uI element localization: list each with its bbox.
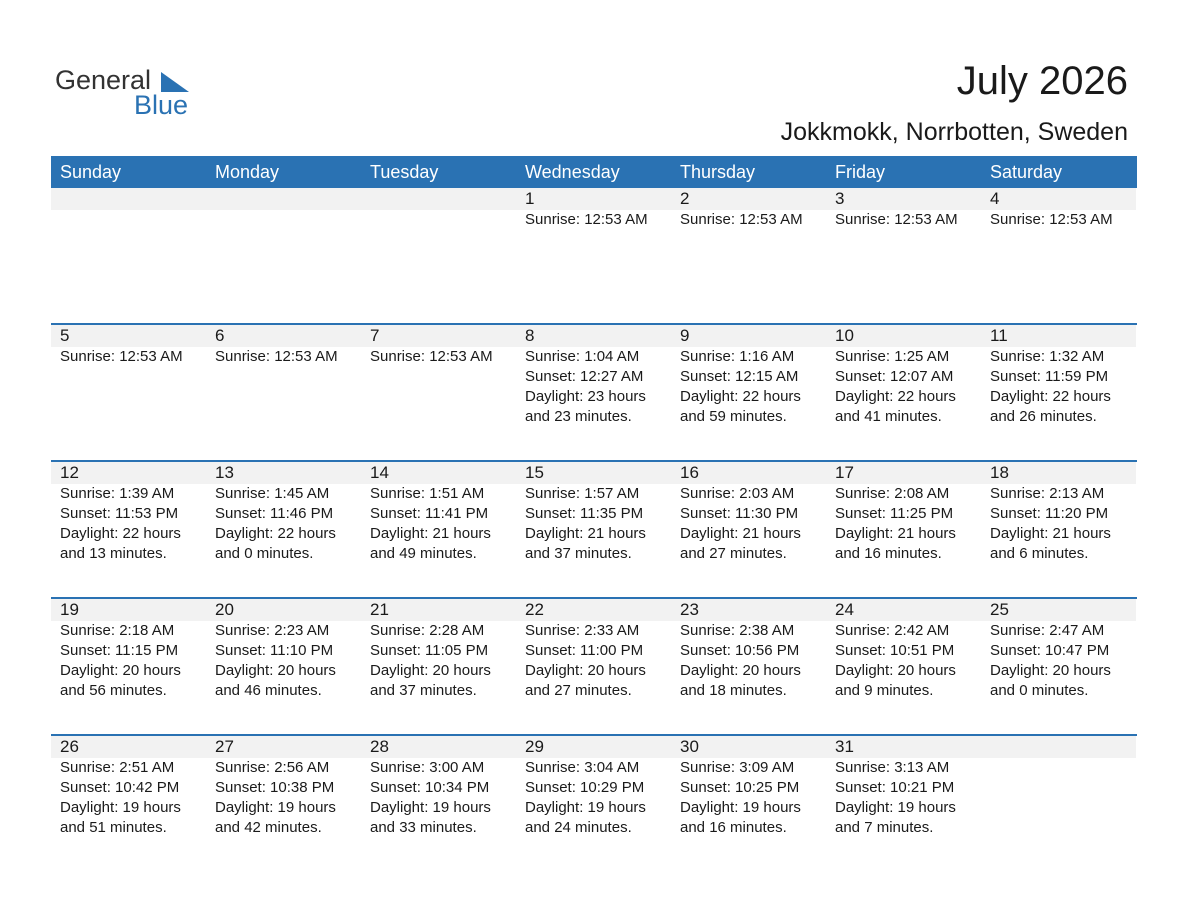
day-number-band — [51, 736, 206, 758]
day-info-line: Sunset: 11:41 PM — [370, 505, 489, 522]
day-cell — [361, 599, 516, 710]
day-number-band — [516, 462, 671, 484]
page-title: July 2026 — [956, 59, 1128, 103]
day-number: 6 — [215, 326, 225, 345]
weekday-thursday: Thursday — [680, 162, 756, 182]
weekday-wednesday: Wednesday — [525, 162, 620, 182]
day-number-band — [361, 462, 516, 484]
day-info-line: Sunrise: 1:45 AM — [215, 485, 330, 502]
day-info-line: Sunset: 10:21 PM — [835, 779, 955, 796]
day-info-line: and 0 minutes. — [990, 682, 1089, 699]
day-info-line: Sunrise: 2:18 AM — [60, 622, 175, 639]
day-cell — [981, 599, 1136, 710]
day-cell — [516, 325, 671, 436]
day-info-line: Sunset: 11:53 PM — [60, 505, 179, 522]
day-cell — [206, 736, 361, 847]
day-info-line: Sunrise: 2:47 AM — [990, 622, 1105, 639]
day-info-line: Sunrise: 12:53 AM — [370, 348, 493, 365]
day-number: 20 — [215, 600, 234, 619]
day-info-line: Sunset: 11:46 PM — [215, 505, 334, 522]
day-info-line: Sunrise: 12:53 AM — [680, 211, 803, 228]
day-info-line: Sunrise: 1:04 AM — [525, 348, 640, 365]
day-number-band — [826, 188, 981, 210]
day-number-band — [981, 599, 1136, 621]
day-info-line: and 37 minutes. — [370, 682, 477, 699]
day-info-line: and 59 minutes. — [680, 408, 787, 425]
logo-word-general: General — [55, 65, 152, 95]
day-number: 21 — [370, 600, 389, 619]
day-number: 1 — [525, 189, 535, 208]
day-info-line: Sunset: 10:47 PM — [990, 642, 1110, 659]
day-number: 29 — [525, 737, 544, 756]
day-cell — [671, 462, 826, 573]
day-number: 12 — [60, 463, 79, 482]
calendar-week-row — [51, 460, 1137, 573]
day-info-line: Sunset: 11:35 PM — [525, 505, 644, 522]
day-info-line: Sunrise: 12:53 AM — [990, 211, 1113, 228]
day-info-line: and 27 minutes. — [680, 545, 787, 562]
calendar-week-row — [51, 734, 1137, 847]
empty-day-cell — [981, 736, 1136, 847]
day-number-band — [361, 188, 516, 210]
day-info-line: Daylight: 22 hours — [680, 388, 801, 405]
day-info-line: Daylight: 20 hours — [990, 662, 1111, 679]
day-cell — [981, 188, 1136, 299]
weekday-tuesday: Tuesday — [370, 162, 439, 182]
day-number: 2 — [680, 189, 690, 208]
day-info-line: Sunset: 10:29 PM — [525, 779, 645, 796]
calendar-week-row — [51, 323, 1137, 436]
day-info-line: Daylight: 19 hours — [680, 799, 801, 816]
day-info-line: Sunrise: 2:42 AM — [835, 622, 950, 639]
empty-day-cell — [361, 188, 516, 299]
day-number: 5 — [60, 326, 70, 345]
day-number: 25 — [990, 600, 1009, 619]
day-cell — [826, 462, 981, 573]
day-number-band — [361, 599, 516, 621]
day-info-line: Sunrise: 12:53 AM — [215, 348, 338, 365]
day-number: 18 — [990, 463, 1009, 482]
day-info-line: and 9 minutes. — [835, 682, 934, 699]
day-number: 3 — [835, 189, 845, 208]
day-number-band — [51, 325, 206, 347]
day-number: 4 — [990, 189, 1000, 208]
day-info-line: Sunrise: 1:57 AM — [525, 485, 640, 502]
day-number-band — [516, 325, 671, 347]
day-number-band — [826, 736, 981, 758]
day-number: 30 — [680, 737, 699, 756]
day-info-line: Sunrise: 2:13 AM — [990, 485, 1105, 502]
day-number-band — [51, 599, 206, 621]
day-info-line: Daylight: 22 hours — [990, 388, 1111, 405]
day-info-line: Daylight: 21 hours — [990, 525, 1111, 542]
weekday-saturday: Saturday — [990, 162, 1063, 182]
day-info-line: Daylight: 21 hours — [680, 525, 801, 542]
day-info-line: Daylight: 21 hours — [525, 525, 646, 542]
day-info-line: Sunset: 12:27 AM — [525, 368, 644, 385]
calendar-weeks — [51, 188, 1137, 847]
calendar-week-row — [51, 597, 1137, 710]
day-number-band — [981, 736, 1136, 758]
day-cell — [671, 736, 826, 847]
day-number: 23 — [680, 600, 699, 619]
day-info-line: Daylight: 19 hours — [215, 799, 336, 816]
day-info-line: Sunrise: 1:51 AM — [370, 485, 485, 502]
day-number: 28 — [370, 737, 389, 756]
day-number-band — [516, 599, 671, 621]
day-info-line: Sunrise: 2:51 AM — [60, 759, 175, 776]
day-cell — [361, 325, 516, 436]
day-info-line: Daylight: 20 hours — [215, 662, 336, 679]
day-number: 17 — [835, 463, 854, 482]
day-info-line: Daylight: 23 hours — [525, 388, 646, 405]
day-info-line: and 24 minutes. — [525, 819, 632, 836]
day-number-band — [361, 736, 516, 758]
day-number: 11 — [990, 326, 1008, 345]
day-number: 15 — [525, 463, 544, 482]
weekday-header — [51, 156, 1137, 188]
day-info-line: Daylight: 19 hours — [835, 799, 956, 816]
day-info-line: Daylight: 19 hours — [370, 799, 491, 816]
day-info-line: Sunrise: 12:53 AM — [525, 211, 648, 228]
day-cell — [516, 462, 671, 573]
day-cell — [516, 599, 671, 710]
day-info-line: Sunrise: 2:23 AM — [215, 622, 330, 639]
day-info-line: Sunrise: 2:38 AM — [680, 622, 795, 639]
day-info-line: and 46 minutes. — [215, 682, 322, 699]
calendar — [51, 156, 1137, 847]
day-info-line: Sunset: 11:05 PM — [370, 642, 489, 659]
day-info-line: Sunset: 10:56 PM — [680, 642, 800, 659]
empty-day-cell — [206, 188, 361, 299]
day-number: 24 — [835, 600, 854, 619]
day-info-line: and 51 minutes. — [60, 819, 167, 836]
day-number: 9 — [680, 326, 690, 345]
day-info-line: and 23 minutes. — [525, 408, 632, 425]
day-cell — [516, 188, 671, 299]
day-number: 31 — [835, 737, 854, 756]
day-cell — [826, 325, 981, 436]
day-cell — [361, 462, 516, 573]
day-cell — [361, 736, 516, 847]
calendar-week-row — [51, 188, 1137, 299]
day-info-line: Daylight: 19 hours — [60, 799, 181, 816]
day-info-line: Sunset: 11:20 PM — [990, 505, 1109, 522]
weekday-sunday: Sunday — [60, 162, 122, 182]
day-info-line: Sunset: 11:10 PM — [215, 642, 334, 659]
day-info-line: Sunrise: 2:33 AM — [525, 622, 640, 639]
day-number-band — [671, 599, 826, 621]
logo — [55, 64, 215, 124]
day-info-line: Sunrise: 2:28 AM — [370, 622, 485, 639]
day-number-band — [206, 599, 361, 621]
day-info-line: and 41 minutes. — [835, 408, 942, 425]
day-info-line: Daylight: 21 hours — [835, 525, 956, 542]
day-info-line: Sunset: 10:25 PM — [680, 779, 800, 796]
day-info-line: Sunrise: 3:04 AM — [525, 759, 640, 776]
day-cell — [51, 462, 206, 573]
day-info-line: and 26 minutes. — [990, 408, 1097, 425]
day-cell — [981, 325, 1136, 436]
day-info-line: Daylight: 22 hours — [215, 525, 336, 542]
day-number-band — [826, 325, 981, 347]
day-number-band — [51, 188, 206, 210]
day-number: 22 — [525, 600, 544, 619]
day-info-line: Daylight: 20 hours — [60, 662, 181, 679]
day-number-band — [981, 188, 1136, 210]
day-number: 8 — [525, 326, 535, 345]
day-number-band — [826, 462, 981, 484]
day-info-line: Sunrise: 1:39 AM — [60, 485, 175, 502]
day-info-line: Daylight: 20 hours — [835, 662, 956, 679]
day-info-line: Sunset: 11:00 PM — [525, 642, 644, 659]
day-info-line: and 7 minutes. — [835, 819, 934, 836]
day-number: 27 — [215, 737, 234, 756]
logo-word-blue: Blue — [134, 90, 189, 120]
day-info-line: Sunrise: 1:32 AM — [990, 348, 1105, 365]
day-info-line: Daylight: 20 hours — [525, 662, 646, 679]
day-info-line: and 18 minutes. — [680, 682, 787, 699]
day-number: 7 — [370, 326, 380, 345]
empty-day-cell — [51, 188, 206, 299]
day-number: 13 — [215, 463, 234, 482]
day-info-line: and 16 minutes. — [680, 819, 787, 836]
day-number-band — [206, 736, 361, 758]
day-info-line: Daylight: 20 hours — [680, 662, 801, 679]
day-info-line: Sunrise: 3:13 AM — [835, 759, 950, 776]
day-cell — [826, 599, 981, 710]
day-number-band — [516, 736, 671, 758]
day-info-line: Sunrise: 1:16 AM — [680, 348, 795, 365]
day-cell — [51, 736, 206, 847]
day-cell — [671, 325, 826, 436]
day-number-band — [671, 188, 826, 210]
day-info-line: Sunrise: 1:25 AM — [835, 348, 950, 365]
day-info-line: Sunset: 10:38 PM — [215, 779, 335, 796]
day-cell — [826, 188, 981, 299]
day-cell — [826, 736, 981, 847]
day-info-line: Sunrise: 2:56 AM — [215, 759, 330, 776]
day-info-line: Sunrise: 2:08 AM — [835, 485, 950, 502]
day-info-line: and 33 minutes. — [370, 819, 477, 836]
day-info-line: Sunset: 10:34 PM — [370, 779, 490, 796]
day-number: 14 — [370, 463, 389, 482]
weekday-friday: Friday — [835, 162, 886, 182]
day-number-band — [206, 462, 361, 484]
day-info-line: Sunset: 12:07 AM — [835, 368, 954, 385]
day-info-line: Daylight: 19 hours — [525, 799, 646, 816]
day-cell — [981, 462, 1136, 573]
day-cell — [206, 325, 361, 436]
day-info-line: Sunset: 11:15 PM — [60, 642, 179, 659]
day-info-line: and 42 minutes. — [215, 819, 322, 836]
day-info-line: Daylight: 21 hours — [370, 525, 491, 542]
day-cell — [51, 325, 206, 436]
day-info-line: Sunset: 11:30 PM — [680, 505, 799, 522]
day-number-band — [206, 325, 361, 347]
day-number-band — [361, 325, 516, 347]
day-info-line: Daylight: 20 hours — [370, 662, 491, 679]
day-number: 10 — [835, 326, 854, 345]
day-info-line: and 27 minutes. — [525, 682, 632, 699]
day-info-line: and 56 minutes. — [60, 682, 167, 699]
day-info-line: Sunset: 11:59 PM — [990, 368, 1109, 385]
day-info-line: and 16 minutes. — [835, 545, 942, 562]
day-info-line: and 13 minutes. — [60, 545, 167, 562]
day-info-line: Sunrise: 3:09 AM — [680, 759, 795, 776]
day-number: 16 — [680, 463, 699, 482]
day-info-line: Sunset: 12:15 AM — [680, 368, 799, 385]
day-info-line: Sunrise: 12:53 AM — [60, 348, 183, 365]
day-number: 26 — [60, 737, 79, 756]
day-number-band — [206, 188, 361, 210]
day-info-line: Sunrise: 2:03 AM — [680, 485, 795, 502]
day-info-line: Sunset: 10:51 PM — [835, 642, 955, 659]
weekday-monday: Monday — [215, 162, 280, 182]
day-info-line: and 49 minutes. — [370, 545, 477, 562]
day-cell — [671, 599, 826, 710]
day-info-line: Sunset: 10:42 PM — [60, 779, 180, 796]
day-number-band — [981, 462, 1136, 484]
day-info-line: and 37 minutes. — [525, 545, 632, 562]
day-number-band — [51, 462, 206, 484]
day-number-band — [981, 325, 1136, 347]
location-subtitle: Jokkmokk, Norrbotten, Sweden — [780, 118, 1128, 146]
day-info-line: and 0 minutes. — [215, 545, 314, 562]
day-info-line: Sunset: 11:25 PM — [835, 505, 954, 522]
day-cell — [206, 462, 361, 573]
day-info-line: and 6 minutes. — [990, 545, 1089, 562]
day-info-line: Sunrise: 12:53 AM — [835, 211, 958, 228]
day-number: 19 — [60, 600, 79, 619]
day-cell — [206, 599, 361, 710]
day-info-line: Daylight: 22 hours — [835, 388, 956, 405]
day-cell — [671, 188, 826, 299]
day-info-line: Sunrise: 3:00 AM — [370, 759, 485, 776]
day-cell — [51, 599, 206, 710]
day-number-band — [671, 325, 826, 347]
day-number-band — [671, 736, 826, 758]
day-cell — [516, 736, 671, 847]
day-number-band — [671, 462, 826, 484]
day-number-band — [516, 188, 671, 210]
day-info-line: Daylight: 22 hours — [60, 525, 181, 542]
day-number-band — [826, 599, 981, 621]
